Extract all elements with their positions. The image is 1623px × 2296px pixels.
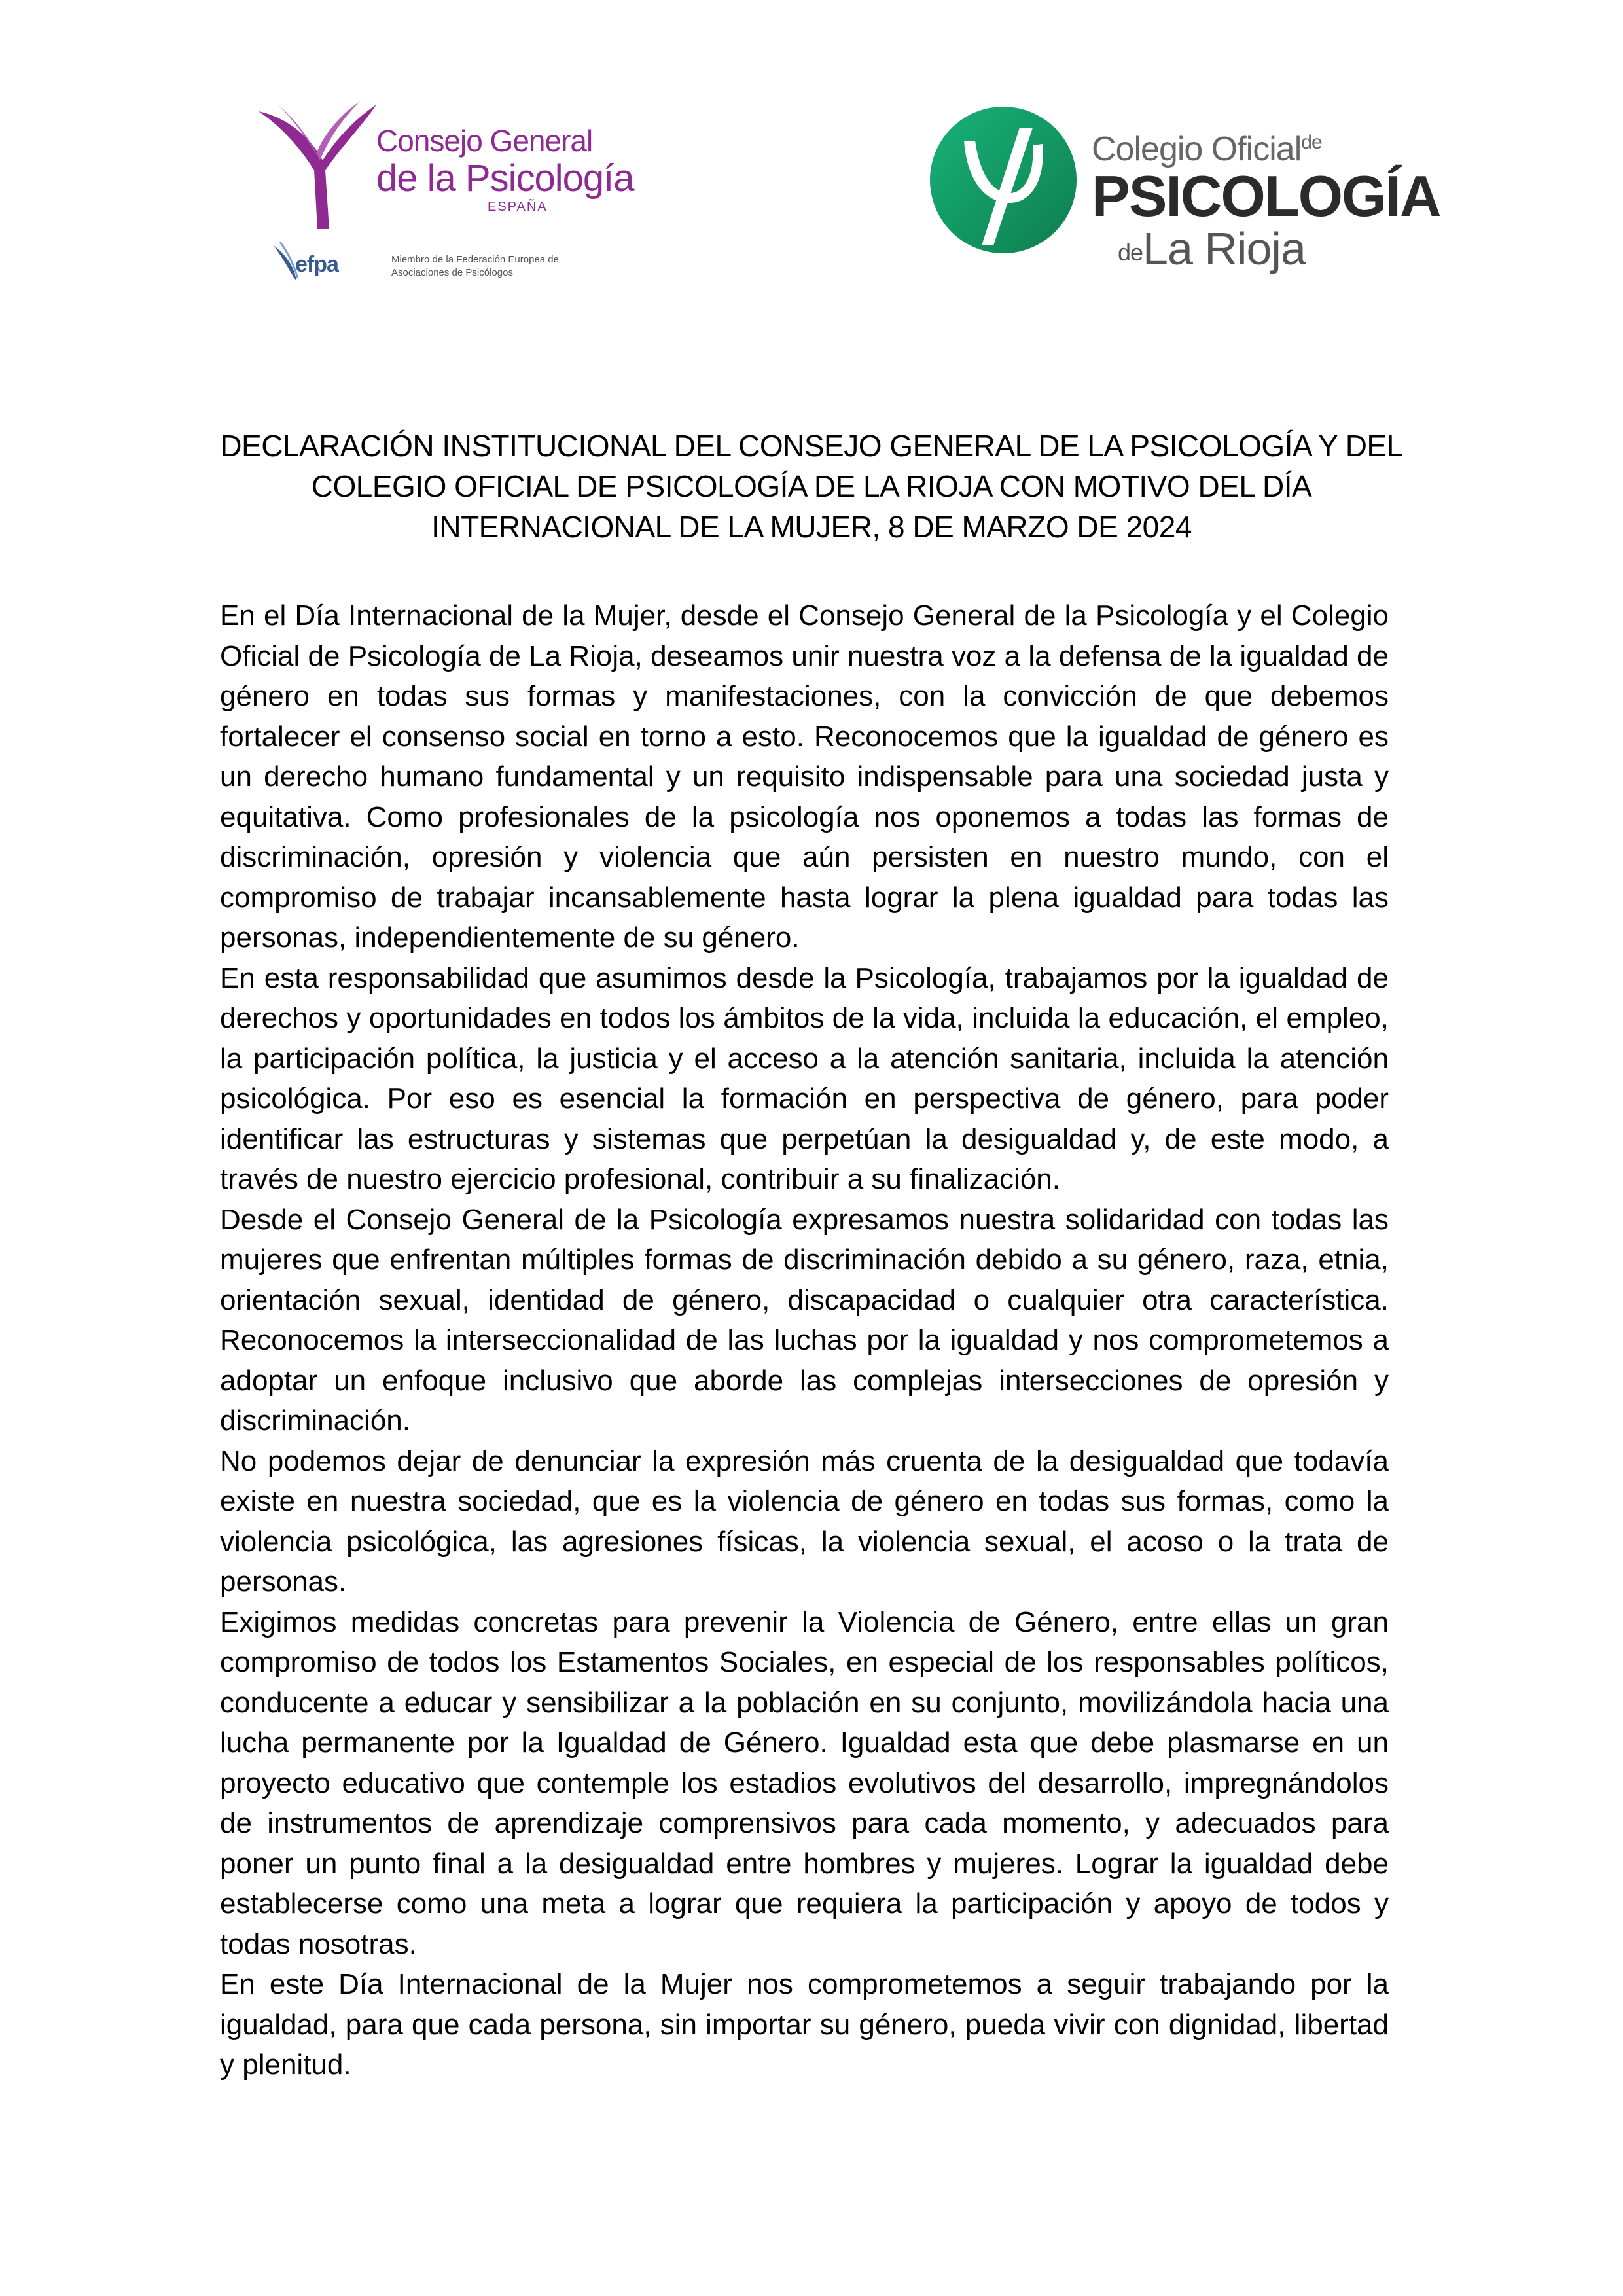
efpa-logo	[270, 239, 559, 291]
consejo-line3: ESPAÑA	[488, 200, 548, 214]
consejo-line1: Consejo General	[376, 124, 593, 158]
colegio-line2: PSICOLOGÍA	[1092, 164, 1440, 228]
consejo-general-logo	[252, 98, 634, 295]
paragraph-3: Desde el Consejo General de la Psicología expresamos nuestra solidaridad con todas las mujeres que enfrentan múltiples formas de discriminación debido a su género, raza, etnia, orientación sexual, identidad de género, discapacidad o cualquier otra característica. Reconocemos la interseccionalidad de las luchas por la igualdad y nos comprometemos a adoptar un enfoque inclusivo que aborde las complejas intersecciones de opresión y discriminación.	[220, 1203, 1389, 1437]
efpa-note: Miembro de la Federación Europea de Asociaciones de Psicólogos	[391, 254, 559, 278]
document-body	[220, 596, 1389, 2085]
consejo-line2: de la Psicología	[376, 157, 634, 200]
colegio-line1: Colegio Oficial$^{de}$	[1092, 130, 1322, 168]
colegio-rioja-logo	[928, 105, 1440, 274]
consejo-psi-mark-icon	[252, 98, 383, 236]
paragraph-4: No podemos dejar de denunciar la expresión más cruenta de la desigualdad que todavía existe en nuestra sociedad, que es la violencia de género en todas sus formas, como la violencia psicológica, las agresiones físicas, la violencia sexual, el acoso o la trata de personas.	[220, 1444, 1389, 1598]
document-title: DECLARACIÓN INSTITUCIONAL DEL CONSEJO GENERAL DE LA PSICOLOGÍA Y DEL COLEGIO OFICIAL DE PSICOLOGÍA DE LA RIOJA CON MOTIVO DEL DÍA INTERNACIONAL DE LA MUJER, 8 DE MARZO DE 2024	[220, 429, 1403, 544]
colegio-text	[1092, 124, 1440, 276]
paragraph-2: En esta responsabilidad que asumimos desde la Psicología, trabajamos por la igualdad de derechos y oportunidades en todos los ámbitos de la vida, incluida la educación, el empleo, la participación política, la justicia y el acceso a la atención sanitaria, incluida la atención psicológica. Por eso es esencial la formación en perspectiva de género, para poder identificar las estructuras y sistemas que perpetúan la desigualdad y, de este modo, a través de nuestro ejercicio profesional, contribuir a su finalización.	[220, 961, 1389, 1195]
paragraph-5: Exigimos medidas concretas para prevenir la Violencia de Género, entre ellas un gran compromiso de todos los Estamentos Sociales, en especial de los responsables políticos, conducente a educar y sensibilizar a la población en su conjunto, movilizándola hacia una lucha permanente por la Igualdad de Género. Igualdad esta que debe plasmarse en un proyecto educativo que contemple los estadios evolutivos del desarrollo, impregnándolos de instrumentos de aprendizaje comprensivos para cada momento, y adecuados para poner un punto final a la desigualdad entre hombres y mujeres. Lograr la igualdad debe establecerse como una meta a lograr que requiera la participación y apoyo de todos y todas nosotras.	[220, 1605, 1389, 1960]
colegio-line3: deLa Rioja	[1118, 223, 1306, 274]
paragraph-6: En este Día Internacional de la Mujer nos comprometemos a seguir trabajando por la igualdad, para que cada persona, sin importar su género, pueda vivir con dignidad, libertad y plenitud.	[220, 1968, 1389, 2081]
efpa-word: efpa	[295, 252, 338, 277]
consejo-text	[376, 123, 634, 215]
colegio-psi-mark-icon	[928, 105, 1079, 255]
paragraph-1: En el Día Internacional de la Mujer, desde el Consejo General de la Psicología y el Colegio Oficial de Psicología de La Rioja, deseamos unir nuestra voz a la defensa de la igualdad de género en todas sus formas y manifestaciones, con la convicción de que debemos fortalecer el consenso social en torno a esto. Reconocemos que la igualdad de género es un derecho humano fundamental y un requisito indispensable para una sociedad justa y equitativa. Como profesionales de la psicología nos oponemos a todas las formas de discriminación, opresión y violencia que aún persisten en nuestro mundo, con el compromiso de trabajar incansablemente hasta lograr la plena igualdad para todas las personas, independientemente de su género.	[220, 600, 1389, 954]
